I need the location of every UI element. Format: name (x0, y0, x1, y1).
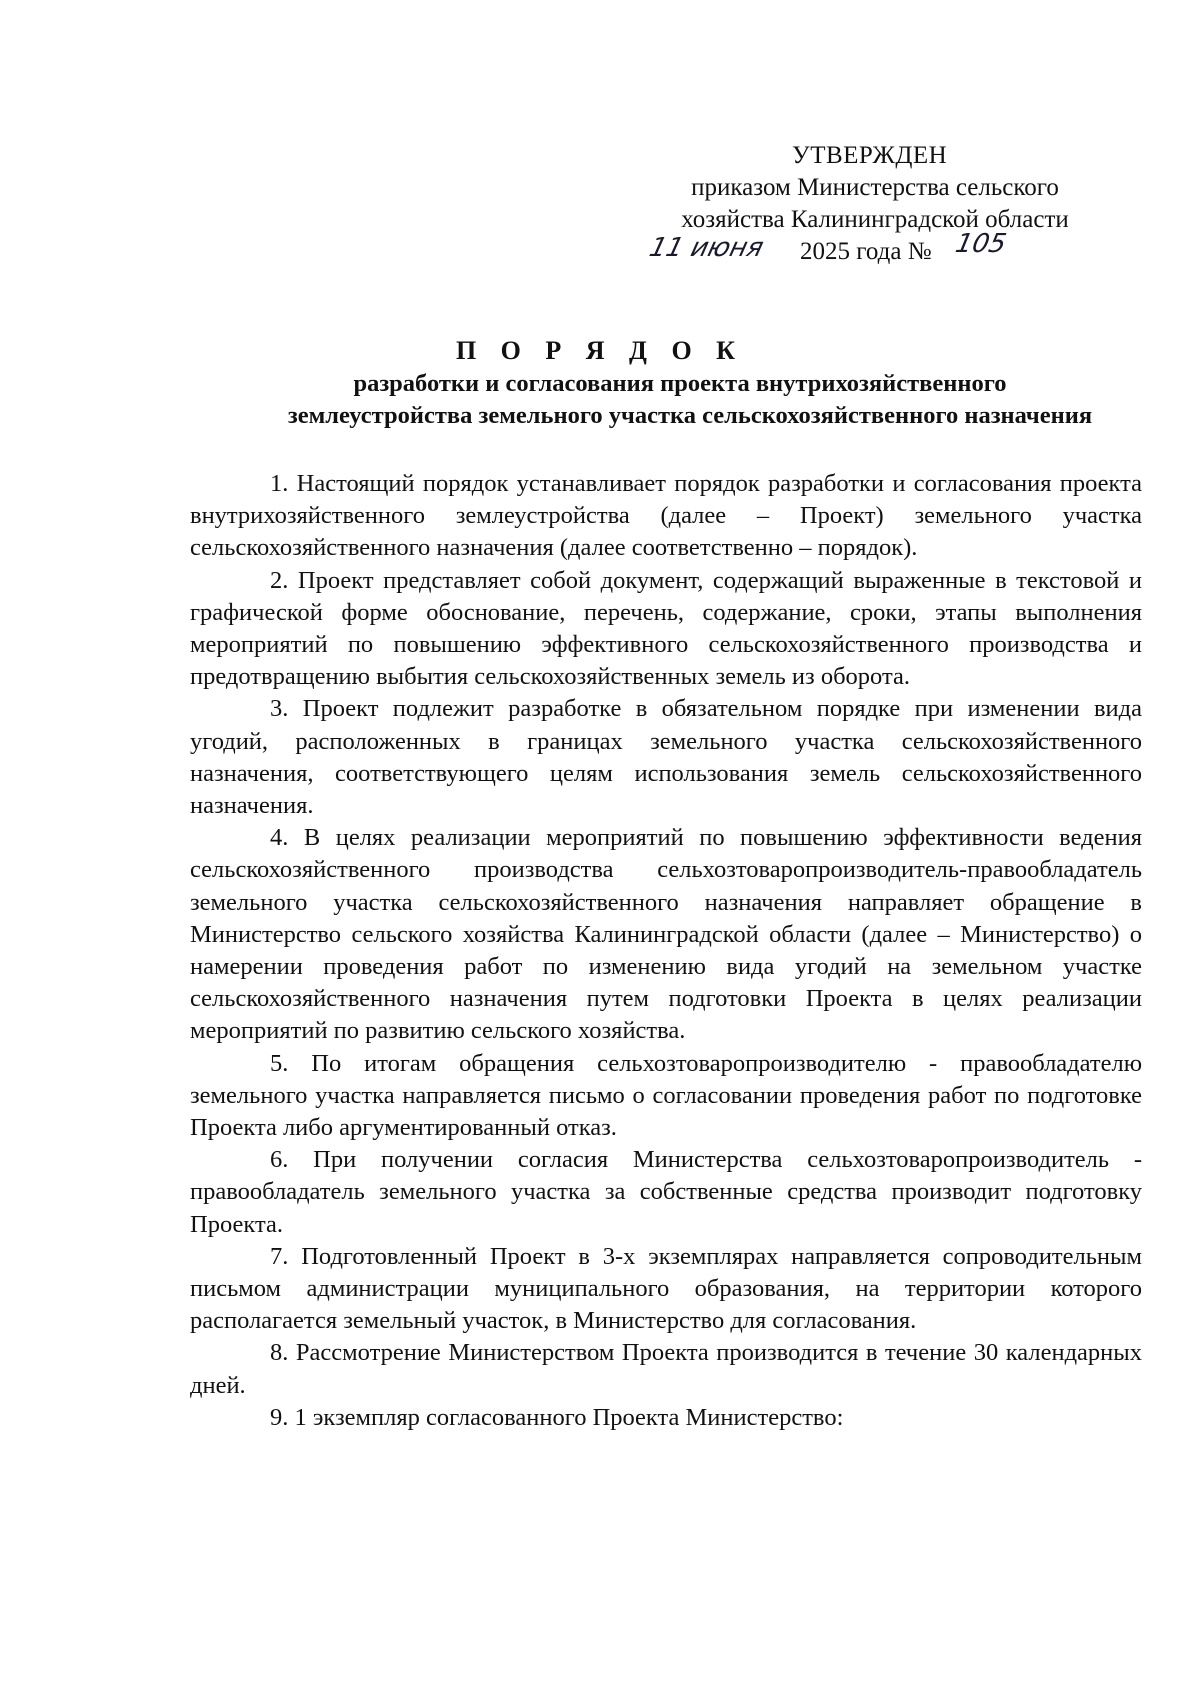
approval-stamp-block (640, 140, 1110, 270)
paragraph-2: 2. Проект представляет собой документ, содержащий выраженные в текстовой и графической форме обоснование, перечень, содержание, сроки, этапы выполнения мероприятий по повышению эффективного сельскохозяйственного производства и предотвращению выбытия сельскохозяйственных земель из оборота. (190, 566, 1142, 691)
paragraph-9: 9. 1 экземпляр согласованного Проекта Министерство: (270, 1403, 844, 1431)
paragraph-1: 1. Настоящий порядок устанавливает порядок разработки и согласования проекта внутрихозяйственного землеустройства (далее – Проект) земельного участка сельскохозяйственного назначения (далее соответственно – порядок). (190, 470, 1142, 562)
approval-heading: УТВЕРЖДЕН (792, 142, 948, 169)
paragraph-4: 4. В целях реализации мероприятий по повышению эффективности ведения сельскохозяйственного производства сельхозтоваропроизводитель-правообладатель земельного участка сельскохозяйственного назначения направляет обращение в Министерство сельского хозяйства Калининградской области (далее – Министерство) о намерении проведения работ по изменению вида угодий на земельном участке сельскохозяйственного назначения путем подготовки Проекта в целях реализации мероприятий по развитию сельского хозяйства. (190, 824, 1142, 1045)
approval-date-line (640, 229, 1110, 270)
paragraph-8: 8. Рассмотрение Министерством Проекта производится в течение 30 календарных дней. (190, 1339, 1142, 1399)
approval-year-text: 2025 года № (800, 238, 932, 265)
paragraph-7: 7. Подготовленный Проект в 3-х экземплярах направляется сопроводительным письмом администрации муниципального образования, на территории которого располагается земельный участок, в Министерство для согласования. (190, 1242, 1142, 1335)
document-subtitle-line-2: землеустройства земельного участка сельскохозяйственного назначения (287, 402, 1093, 429)
paragraph-3: 3. Проект подлежит разработке в обязательном порядке при изменении вида угодий, расположенных в границах земельного участка сельскохозяйственного назначения, соответствующего целям использования земель сельскохозяйственного назначения. (190, 695, 1142, 820)
paragraph-6: 6. При получении согласия Министерства сельхозтоваропроизводитель - правообладатель земельного участка за собственные средства производит подготовку Проекта. (190, 1146, 1142, 1238)
handwritten-order-number: 105 (952, 229, 1009, 259)
approval-line-1: приказом Министерства сельского (691, 174, 1059, 201)
document-body (190, 468, 1142, 1434)
paragraph-5: 5. По итогам обращения сельхозтоваропроизводителю - правообладателю земельного участка направляется письмо о согласовании проведения работ по подготовке Проекта либо аргументированный отказ. (190, 1049, 1142, 1142)
approval-line-2: хозяйства Калининградской области (681, 206, 1069, 233)
document-title: П О Р Я Д О К (455, 336, 745, 365)
document-subtitle-line-1: разработки и согласования проекта внутрихозяйственного (353, 370, 1007, 397)
handwritten-date: 11 июня (646, 233, 767, 263)
